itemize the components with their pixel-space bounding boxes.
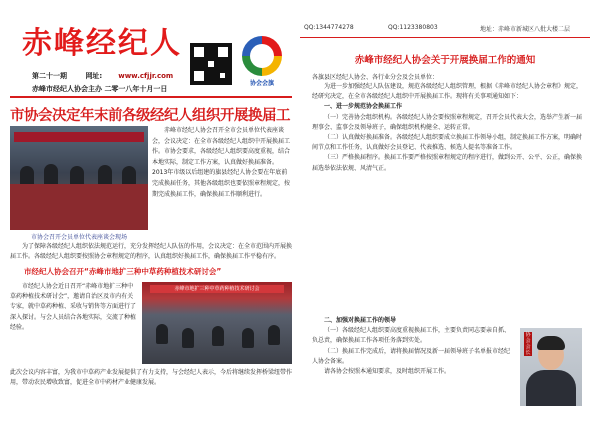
notice-paragraph: （二）认真做好换届准备。各级经纪人组织要成立换届工作领导小组，制定换届工作方案，明确时间节点和工作任务，认真做好会员登记、代表推选、候选人提名等准备工作。 (312, 134, 583, 152)
signer-portrait (520, 328, 582, 406)
notice-lower (312, 316, 512, 377)
notice-section-heading: 二、加强对换届工作的领导 (324, 317, 397, 324)
notice-salutation: 各旗县区经纪人协会、各行业分会及会员单位： (312, 74, 439, 81)
article2-body-continued: 此次会议内容丰富，为我市中草药产业发展提供了有力支持，与会经纪人表示，今后将继续发挥桥梁纽带作用，带动农民增收致富，促进全市中药材产业健康发展。 (10, 369, 293, 386)
issue-row (32, 71, 189, 81)
notice-paragraph: （一）完善协会组织机构。各级经纪人协会要按照章程规定，召开会员代表大会，选举产生新一届理事会、监事会及领导班子，确保组织机构健全、运转正常。 (312, 113, 583, 131)
sponsor-row (32, 84, 167, 94)
meeting-photo (10, 126, 148, 230)
article1-intro: 赤峰市经纪人协会召开全市会员单位代表座谈会，会议决定：在全市各级经纪人组织中开展换届工作。市协会要求，各级经纪人组织要高度重视，结合本地实际，制定工作方案，认真做好换届准备。2013年市级以后组建的旗县经纪人协会要在年底前完成换届任务，其他各级组织也要依照章程规定，按期完成换届工作，确保换届工作顺利进行。 (152, 127, 291, 198)
association-logo (238, 34, 286, 92)
notice-body (312, 82, 586, 174)
article1-body: 为了保障各级经纪人组织依法规范运行，充分发挥经纪人队伍的作用，会议决定：在全市范围内开展换届工作。各级经纪人组织要按照协会章程规定的程序，认真组织好换届工作，确保换届工作平稳有序。 (10, 243, 293, 261)
notice-paragraph: （三）严格换届程序。换届工作要严格按照章程规定的程序进行，做到公开、公平、公正，确保换届选举依法依规、风清气正。 (312, 154, 583, 172)
logo-text: 协会会旗 (249, 80, 274, 87)
contact-address: 地址：赤峰市新城区八批大楼二层 (480, 26, 571, 33)
portrait-caption: 协会会长 (525, 332, 531, 356)
masthead-divider (10, 96, 292, 98)
issue-number: 第二十一期 (32, 72, 67, 80)
seminar-photo (142, 282, 292, 364)
contact-qq1: QQ:1344774278 (304, 24, 354, 31)
notice-paragraph: （二）换届工作完成后，请将换届情况及新一届领导班子名单报市经纪人协会备案。 (312, 347, 511, 365)
notice-headline: 赤峰市经纪人协会关于开展换届工作的通知 (354, 55, 536, 66)
sponsor: 赤峰市经纪人协会主办 (32, 85, 102, 93)
article2-headline: 市经纪人协会召开“赤峰市地扩三种中草药种植技术研讨会” (24, 267, 222, 276)
right-divider (300, 37, 590, 38)
article2-body: 市经纪人协会近日召开“赤峰市地扩三种中草药种植技术研讨会”，邀请自治区及市内有关专家，就中草药种植、采收与销售等方面进行了深入探讨。与会人员结合各地实际，交流了种植经验。 (10, 283, 137, 331)
notice-intro: 为进一步加强经纪人队伍建设，规范各级经纪人组织管理，根据《赤峰市经纪人协会章程》规定，经研究决定，在全市各级经纪人组织中开展换届工作。现将有关事项通知如下： (312, 83, 583, 101)
notice-paragraph: 请各协会按照本通知要求，及时组织开展工作。 (324, 368, 451, 376)
notice-paragraph: （一）各级经纪人组织要高度重视换届工作，主要负责同志要亲自抓、负总责，确保换届工作各项任务落到实处。 (312, 327, 511, 345)
seminar-sign: 赤峰市地扩三种中草药种植技术研讨会 (150, 285, 284, 293)
qr-code-icon (190, 43, 232, 85)
photo-caption: 市协会召开会员单位代表座谈会现场 (30, 234, 127, 241)
contact-qq2: QQ:1123380803 (388, 24, 438, 31)
website-label: 网址: (85, 72, 103, 80)
notice-section-heading: 一、进一步规范协会换届工作 (324, 103, 403, 111)
article1-headline: 市协会决定年末前各级经纪人组织开展换届工 (10, 108, 290, 124)
masthead-title: 赤峰经纪人 (22, 26, 182, 61)
website-link[interactable]: www.cfjjr.com (118, 72, 174, 80)
issue-date: 二零一八年十月一日 (104, 85, 168, 93)
